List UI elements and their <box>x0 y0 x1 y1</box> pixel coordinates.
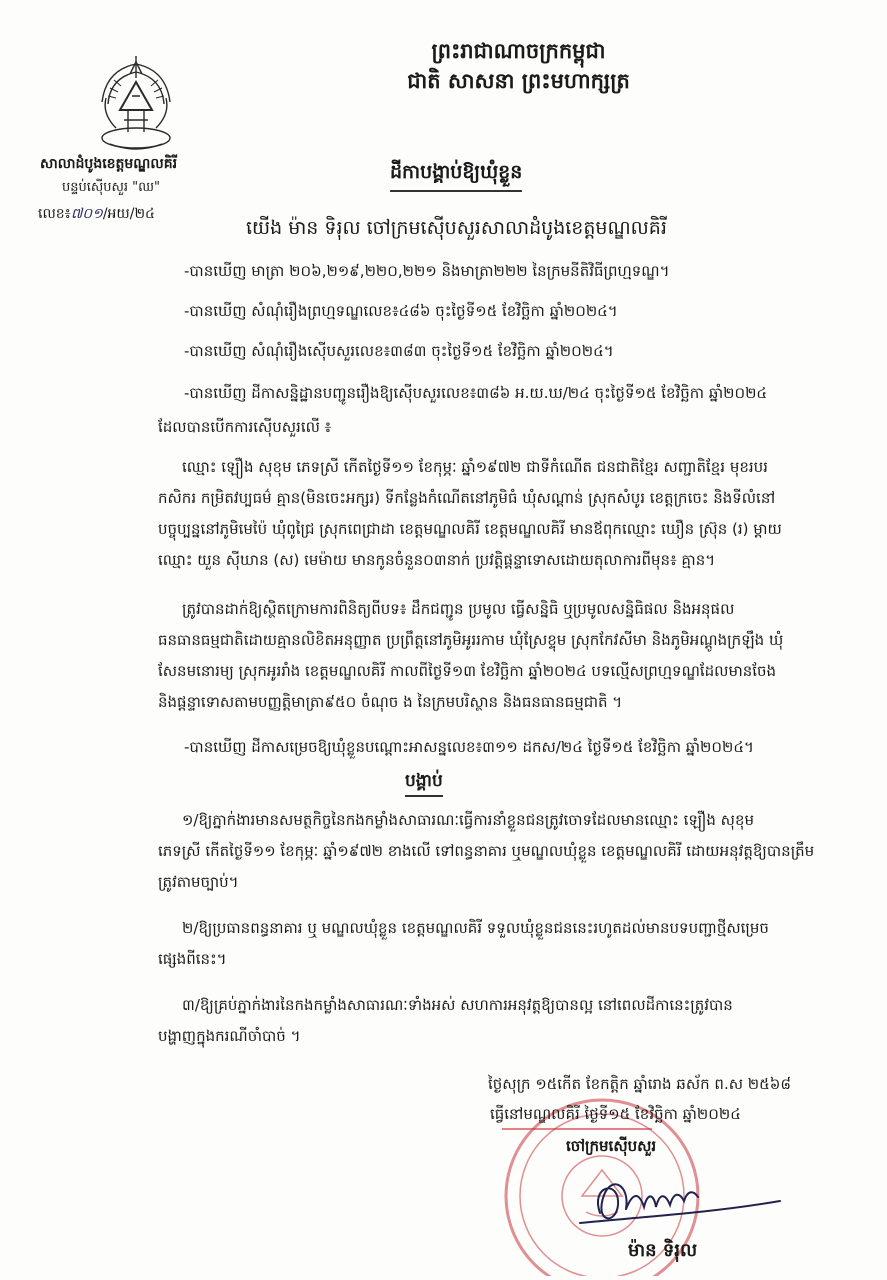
lunar-date: ថ្ងៃសុក្រ ១៥កើត ខែកត្តិក ឆ្នាំរោង ឆស័ក ព.ស ២៥៦៨ <box>488 1075 791 1093</box>
paragraph-line: សែនមនោរម្យ ស្រុកអូររាំង ខេត្តមណ្ឌលគិរី កាលពីថ្ងៃទី១៣ ខែវិច្ឆិកា ឆ្នាំ២០២៤ បទល្មើសព្រហ្មទណ្ឌដែលមានចែង <box>158 662 777 680</box>
seen-clause-3: -បានឃើញ សំណុំរឿងស៊ើបសួរលេខ៖៣៨៣ ចុះថ្ងៃទី១៥ ខែវិច្ឆិកា ឆ្នាំ២០២៤។ <box>184 342 614 360</box>
order-line: ត្រូវតាមច្បាប់។ <box>158 873 239 891</box>
paragraph-line: បច្ចុប្បន្ននៅភូមិមេប៉ៃ ឃុំពូជ្រៃ ស្រុកពេជ្រាដា ខេត្តមណ្ឌលគិរី ខេត្តមណ្ឌលគិរី មានឪពុកឈ្មោះ ឃឿន ស្រ៊ុន (រ) ម្ដាយ <box>158 520 782 538</box>
order-item-2 <box>158 913 803 975</box>
order-line: បង្ហាញក្នុងករណីចាំបាច់ ។ <box>158 1027 301 1045</box>
order-line: ២/ឱ្យប្រធានពន្ធនាគារ ឬ មណ្ឌលឃុំខ្លួន ខេត្តមណ្ឌលគិរី ទទួលឃុំខ្លួនជននេះរហូតដល់មានបទបញ្ជាថ្មីសម្រេច <box>182 919 769 937</box>
reference-number <box>38 204 155 225</box>
order-line: ១/ឱ្យភ្នាក់ងារមានសមត្ថកិច្ចនៃកងកម្លាំងសាធារណៈធ្វើការនាំខ្លួនជនត្រូវចោទដែលមានឈ្មោះ ឡឿង សុខុម <box>182 811 754 829</box>
paragraph-line: ត្រូវបានដាក់ឱ្យស្ថិតក្រោមការពិនិត្យពីបទ៖ ដឹកជញ្ជូន ប្រមូល ធ្វើសន្និធិ ឬប្រមូលសន្និធិផល និងអនុផល <box>182 600 735 618</box>
paragraph-line: ឈ្មោះ យួន ស៊ីឃាន (ស) មេម៉ាយ មានកូនចំនួន០៣នាក់ ប្រវត្តិផ្ដន្ទាទោសដោយតុលាការពីមុន៖ គ្មាន។ <box>158 551 716 569</box>
paragraph-line: និងផ្ដន្ទាទោសតាមបញ្ញត្តិមាត្រា៩៥០ ចំណុច ង នៃក្រមបរិស្ថាន និងធនធានធម្មជាតិ ។ <box>158 693 623 711</box>
reference-suffix: /អយ/២៤ <box>102 206 155 222</box>
order-line: ផ្សេងពីនេះ។ <box>158 950 227 968</box>
paragraph-line: ធនធានធម្មជាតិដោយគ្មានលិខិតអនុញ្ញាត ប្រព្រឹត្តនៅភូមិអូររកាម ឃុំស្រែខ្ទុម ស្រុកកែវសីមា និងភូមិអណ្ដូងក្រឡឹង ឃុំ <box>158 631 784 649</box>
reference-prefix: លេខ៖ <box>38 206 71 222</box>
charge-paragraph <box>158 594 803 718</box>
seen-clause-5: -បានឃើញ ដីកាសម្រេចឱ្យឃុំខ្លួនបណ្ដោះអាសន្នលេខ៖៣១១ ដកស/២៤ ថ្ងៃទី១៥ ខែវិច្ឆិកា ឆ្នាំ២០២៤។ <box>184 738 754 756</box>
seen-clause-4: -បានឃើញ ដីកាសន្និដ្ឋានបញ្ជូនរឿងឱ្យស៊ើបសួរលេខ៖៣៨៦ អ.យ.ឃ/២៤ ចុះថ្ងៃទី១៥ ខែវិច្ឆិកា ឆ្នាំ២០២៤ <box>184 384 768 402</box>
seen-clause-4-continued: ដែលបានបើកការស៊ើបសួរលើ ៖ <box>158 418 332 436</box>
document-title: ដីកាបង្គាប់ឱ្យឃុំខ្លួន <box>390 160 522 192</box>
paragraph-line: ឈ្មោះ ឡឿង សុខុម ភេទស្រី កើតថ្ងៃទី១១ ខែកុម្ភៈ ឆ្នាំ១៩៧២ ជាទីកំណើត ជនជាតិខ្មែរ សញ្ជាតិខ្មែរ មុខរបរ <box>182 458 768 476</box>
office-name: បន្ទប់ស៊ើបសួរ "ឈ" <box>62 180 160 195</box>
order-item-3 <box>158 990 803 1052</box>
order-line: ៣/ឱ្យគ្រប់ភ្នាក់ងារនៃកងកម្លាំងសាធារណៈទាំងអស់ សហការអនុវត្តឱ្យបានល្អ នៅពេលដីកានេះត្រូវបាន <box>182 996 733 1014</box>
issuing-judge: យើង ម៉ាន ទិរុល ចៅក្រមស៊ើបសួរសាលាដំបូងខេត្តមណ្ឌលគិរី <box>246 217 667 239</box>
signer-title: ចៅក្រមស៊ើបសួរ <box>566 1137 657 1155</box>
solar-date: ធ្វើនៅមណ្ឌលគិរី ថ្ងៃទី១៥ ខែវិច្ឆិកា ឆ្នាំ២០២៤ <box>490 1105 741 1123</box>
reference-handwritten-number: ៧០១ <box>70 206 103 222</box>
paragraph-line: កសិករ កម្រិតវប្បធម៌ គ្មាន(មិនចេះអក្សរ) ទីកន្លែងកំណើតនៅភូមិធំ ឃុំសណ្ដាន់ ស្រុកសំបូរ ខេត្តក្រចេះ និងទីលំនៅ <box>158 489 776 507</box>
order-item-1 <box>158 805 815 898</box>
national-motto: ជាតិ សាសនា ព្រះមហាក្សត្រ <box>407 69 630 93</box>
signer-name: ម៉ាន ទិរុល <box>628 1240 698 1261</box>
seen-clause-2: -បានឃើញ សំណុំរឿងព្រហ្មទណ្ឌលេខ៖៤៨៦ ចុះថ្ងៃទី១៥ ខែវិច្ឆិកា ឆ្នាំ២០២៤។ <box>184 302 618 320</box>
seen-clause-1: -បានឃើញ មាត្រា ២០៦,២១៩,២២០,២២១ និងមាត្រា២២២ នៃក្រមនីតិវិធីព្រហ្មទណ្ឌ។ <box>184 262 670 280</box>
order-line: ភេទស្រី កើតថ្ងៃទី១១ ខែកុម្ភៈ ឆ្នាំ១៩៧២ ខាងលើ ទៅពន្ធនាគារ ឬមណ្ឌលឃុំខ្លួន ខេត្តមណ្ឌលគិរី ដោយអនុវត្តឱ្យបានត្រឹម <box>158 842 815 860</box>
stamp-underline <box>502 1128 652 1130</box>
court-emblem-icon <box>88 48 184 156</box>
defendant-paragraph <box>158 452 803 576</box>
handwritten-signature <box>560 1165 790 1235</box>
kingdom-name: ព្រះរាជាណាចក្រកម្ពុជា <box>431 39 606 63</box>
court-name: សាលាដំបូងខេត្តមណ្ឌលគិរី <box>40 156 178 172</box>
order-heading: បង្គាប់ <box>405 770 443 797</box>
